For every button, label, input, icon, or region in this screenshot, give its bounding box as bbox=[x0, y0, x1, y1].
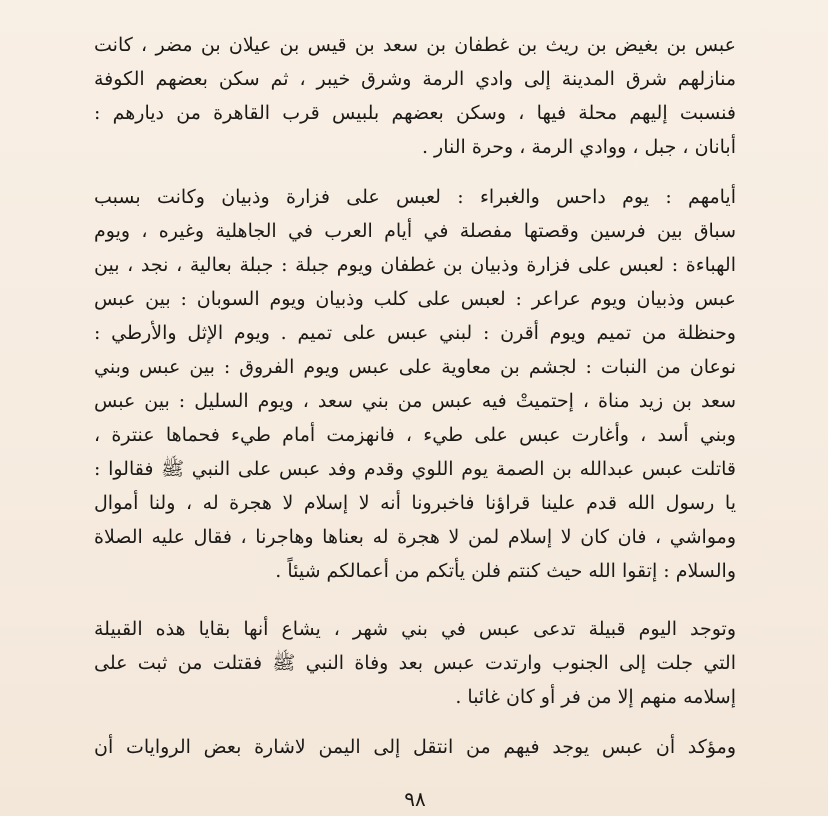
page-number: ٩٨ bbox=[404, 787, 426, 811]
text-line: فنسبت إليهم محلة فيها ، وسكن بعضهم بلبيس قرب القاهرة من ديارهم : bbox=[94, 102, 736, 124]
text-line: وتوجد اليوم قبيلة تدعى عبس في بني شهر ، يشاع أنها بقايا هذه القبيلة bbox=[94, 618, 736, 640]
text-line: إسلامه منهم إلا من فر أو كان غائبا . bbox=[455, 686, 736, 708]
text-line: عبس بن بغيض بن ريث بن غطفان بن سعد بن قيس بن عيلان بن مضر ، كانت bbox=[94, 34, 736, 56]
text-line: قاتلت عبس عبدالله بن الصمة يوم اللوي وقدم وفد عبس على النبي ﷺ فقالوا : bbox=[94, 458, 736, 480]
text-line: أيامهم : يوم داحس والغبراء : لعبس على فزارة وذبيان وكانت بسبب bbox=[94, 186, 736, 208]
text-line: ومؤكد أن عبس يوجد فيهم من انتقل إلى اليمن لاشارة بعض الروايات أن bbox=[94, 736, 736, 758]
text-line: الهباءة : لعبس على فزارة وذبيان بن غطفان ويوم جبلة : جبلة بعالية ، نجد ، بين bbox=[94, 254, 736, 276]
text-line: وبني أسد ، وأغارت عبس على طيء ، فانهزمت أمام طيء فحماها عنترة ، bbox=[94, 424, 736, 446]
text-line: التي جلت إلى الجنوب وارتدت عبس بعد وفاة النبي ﷺ فقتلت من ثبت على bbox=[94, 652, 736, 674]
text-line: سعد بن زيد مناة ، إحتميتْ فيه عبس من بني سعد ، ويوم السليل : بين عبس bbox=[94, 390, 736, 412]
text-line: منازلهم شرق المدينة إلى وادي الرمة وشرق خيبر ، ثم سكن بعضهم الكوفة bbox=[94, 68, 736, 90]
text-line: سباق بين فرسين وقصتها مفصلة في أيام العرب في الجاهلية وغيره ، ويوم bbox=[94, 220, 736, 242]
text-line: أبانان ، جبل ، ووادي الرمة ، وحرة النار . bbox=[421, 136, 736, 158]
text-line: عبس وذبيان ويوم عراعر : لعبس على كلب وذبيان ويوم السوبان : بين عبس bbox=[94, 288, 736, 310]
text-line: ومواشي ، فان كان لا إسلام لمن لا هجرة له بعناها وهاجرنا ، فقال عليه الصلاة bbox=[94, 526, 736, 548]
text-line: يا رسول الله قدم علينا قراؤنا فاخبرونا أنه لا إسلام لا هجرة له ، ولنا أموال bbox=[94, 492, 736, 514]
text-line: وحنظلة من تميم ويوم أقرن : لبني عبس على تميم . ويوم الإثل والأرطي : bbox=[94, 322, 736, 344]
text-line: والسلام : إتقوا الله حيث كنتم فلن يأتكم من أعمالكم شيئاً . bbox=[275, 560, 736, 582]
text-line: نوعان من النبات : لجشم بن معاوية على عبس ويوم الفروق : بين عبس وبني bbox=[94, 356, 736, 378]
